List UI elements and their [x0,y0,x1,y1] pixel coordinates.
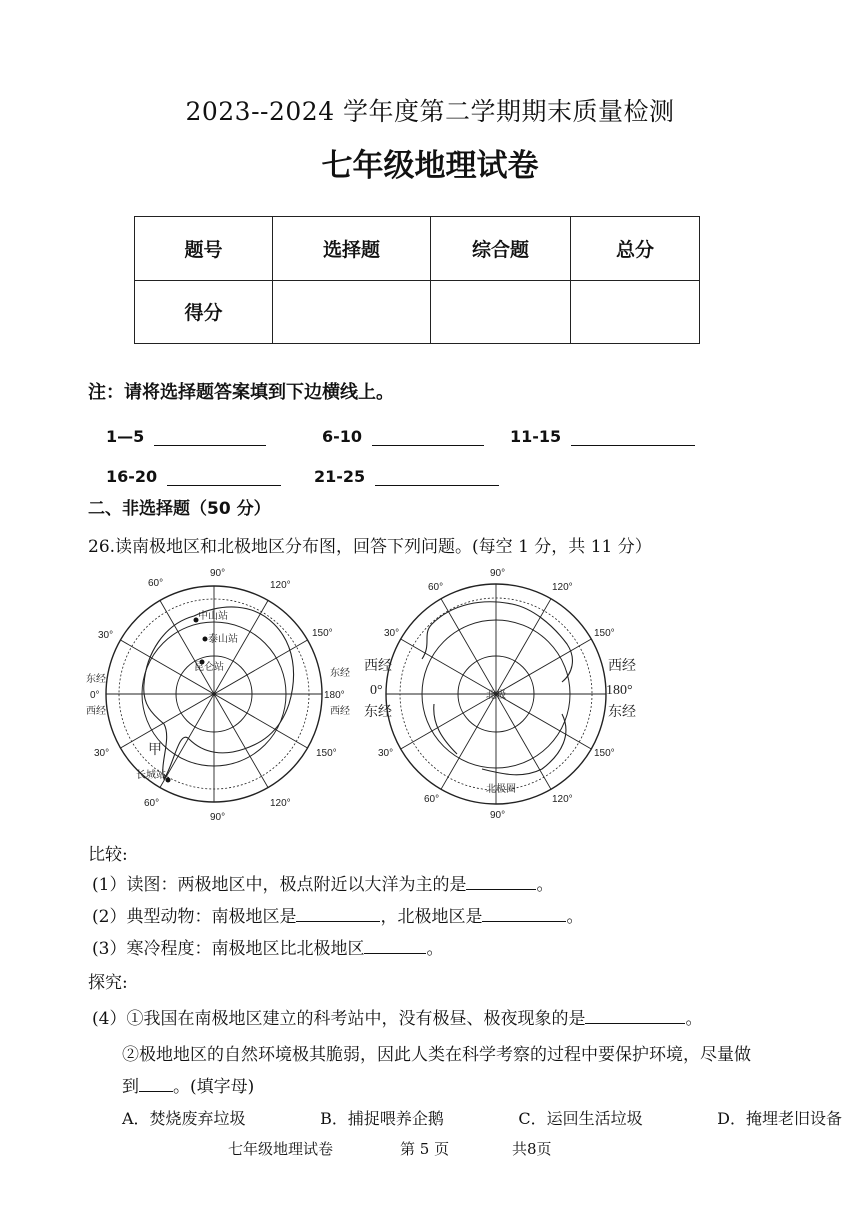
table-cell: 题号 [135,217,273,281]
side-label: 0° [370,683,383,698]
score-input-cell[interactable] [431,280,571,344]
table-cell: 总分 [571,217,700,281]
answer-line-2[interactable] [322,427,484,446]
region-label: 甲 [148,743,162,758]
compare-title: 比较: [88,845,128,865]
side-label: 西经 [86,706,106,717]
degree-label: 120° [552,794,573,805]
question-3-end: 。 [426,939,444,959]
degree-label: 90° [210,568,226,579]
answer-range-label: 11-15 [510,427,562,446]
option-a[interactable]: A．焚烧废弃垃圾 [122,1109,246,1128]
degree-label: 60° [144,798,160,809]
answer-blank[interactable] [466,873,536,890]
question-1-text: (1）读图：两极地区中，极点附近以大洋为主的是 [92,875,467,895]
answer-line-3[interactable] [510,427,695,446]
side-label: 西经 [330,706,350,717]
question-26-stem: 26.读南极地区和北极地区分布图，回答下列问题。(每空 1 分，共 11 分） [88,537,652,557]
answer-range-label: 1—5 [106,427,145,446]
answer-blank[interactable] [296,905,380,922]
degree-label: 150° [316,748,337,759]
pole-label: 北极 [486,690,506,701]
degree-label: 120° [270,580,291,591]
question-2-mid: ，北极地区是 [380,907,483,927]
question-4-line1 [92,1004,702,1029]
footer-paper-name: 七年级地理试卷 [228,1140,334,1158]
side-label: 东经 [330,668,350,679]
question-4-line3-text: 到 [122,1077,139,1097]
question-2-text: (2）典型动物：南极地区是 [92,907,297,927]
question-4-line3 [122,1072,254,1097]
degree-label: 30° [94,748,110,759]
question-4-text: (4）①我国在南极地区建立的科考站中，没有极昼、极夜现象的是 [92,1009,586,1029]
question-3 [92,934,443,959]
degree-label: 90° [210,812,226,823]
option-b[interactable]: B．捕捉喂养企鹅 [320,1109,444,1128]
question-1 [92,870,553,895]
score-input-cell[interactable] [273,280,431,344]
answer-blank[interactable] [571,427,695,446]
table-cell: 选择题 [273,217,431,281]
degree-label: 30° [98,630,114,641]
question-2 [92,902,583,927]
answer-line-1[interactable] [106,427,266,446]
question-3-text: (3）寒冷程度：南极地区比北极地区 [92,939,365,959]
question-1-end: 。 [536,875,554,895]
degree-label: 60° [428,582,444,593]
side-label: 东经 [86,674,106,685]
table-row [135,217,700,281]
side-label: 西经 [608,659,636,674]
answer-range-label: 16-20 [106,467,158,486]
answer-line-5[interactable] [314,467,499,486]
degree-label: 90° [490,568,506,579]
arctic-map [362,564,634,826]
degree-label: 120° [552,582,573,593]
answer-range-label: 6-10 [322,427,363,446]
table-row [135,280,700,344]
option-c[interactable]: C．运回生活垃圾 [518,1109,643,1128]
exam-title: 2023--2024 学年度第二学期期末质量检测 [185,97,675,126]
table-cell: 得分 [135,280,273,344]
station-label: 中山站 [198,611,228,622]
degree-label: 90° [490,810,506,821]
explore-title: 探究: [88,973,128,993]
side-label: 0° [90,690,100,701]
score-table [134,216,700,344]
station-label: 昆仑站 [194,662,224,673]
question-4-end: 。 [685,1009,703,1029]
degree-label: 30° [378,748,394,759]
score-input-cell[interactable] [571,280,700,344]
footer-page-number: 第 5 页 [400,1140,450,1158]
degree-label: 180° [324,690,345,701]
answer-blank[interactable] [364,937,426,954]
antarctic-map [84,564,350,823]
answer-blank[interactable] [375,467,499,486]
table-cell: 综合题 [431,217,571,281]
answer-blank[interactable] [167,467,281,486]
degree-label: 150° [594,628,615,639]
answer-blank[interactable] [154,427,266,446]
note-text: 注：请将选择题答案填到下边横线上。 [88,382,394,403]
footer-total-pages: 共8页 [512,1140,552,1158]
answer-line-4[interactable] [106,467,281,486]
answer-blank[interactable] [139,1075,173,1092]
side-label: 东经 [608,705,636,720]
arctic-circle-label: 北极圈 [486,784,516,795]
degree-label: 150° [312,628,333,639]
degree-label: 60° [424,794,440,805]
answer-blank[interactable] [585,1007,685,1024]
question-4-line3-end: 。(填字母) [173,1077,255,1097]
side-label: 东经 [364,705,392,720]
answer-range-label: 21-25 [314,467,366,486]
side-label: 西经 [364,659,392,674]
degree-label: 30° [384,628,400,639]
answer-blank[interactable] [482,905,566,922]
degree-label: 120° [270,798,291,809]
question-2-end: 。 [566,907,584,927]
exam-subtitle: 七年级地理试卷 [321,148,539,184]
degree-label: 150° [594,748,615,759]
side-label: 180° [606,683,633,698]
answer-blank[interactable] [372,427,484,446]
question-4-line2: ②极地地区的自然环境极其脆弱，因此人类在科学考察的过程中要保护环境，尽量做 [122,1045,751,1065]
question-4-options [122,1106,842,1129]
section-title: 二、非选择题（50 分） [88,499,271,519]
station-label: 泰山站 [208,634,238,645]
station-label: 长城站 [136,770,166,781]
degree-label: 60° [148,578,164,589]
option-d[interactable]: D．掩埋老旧设备 [717,1109,842,1128]
